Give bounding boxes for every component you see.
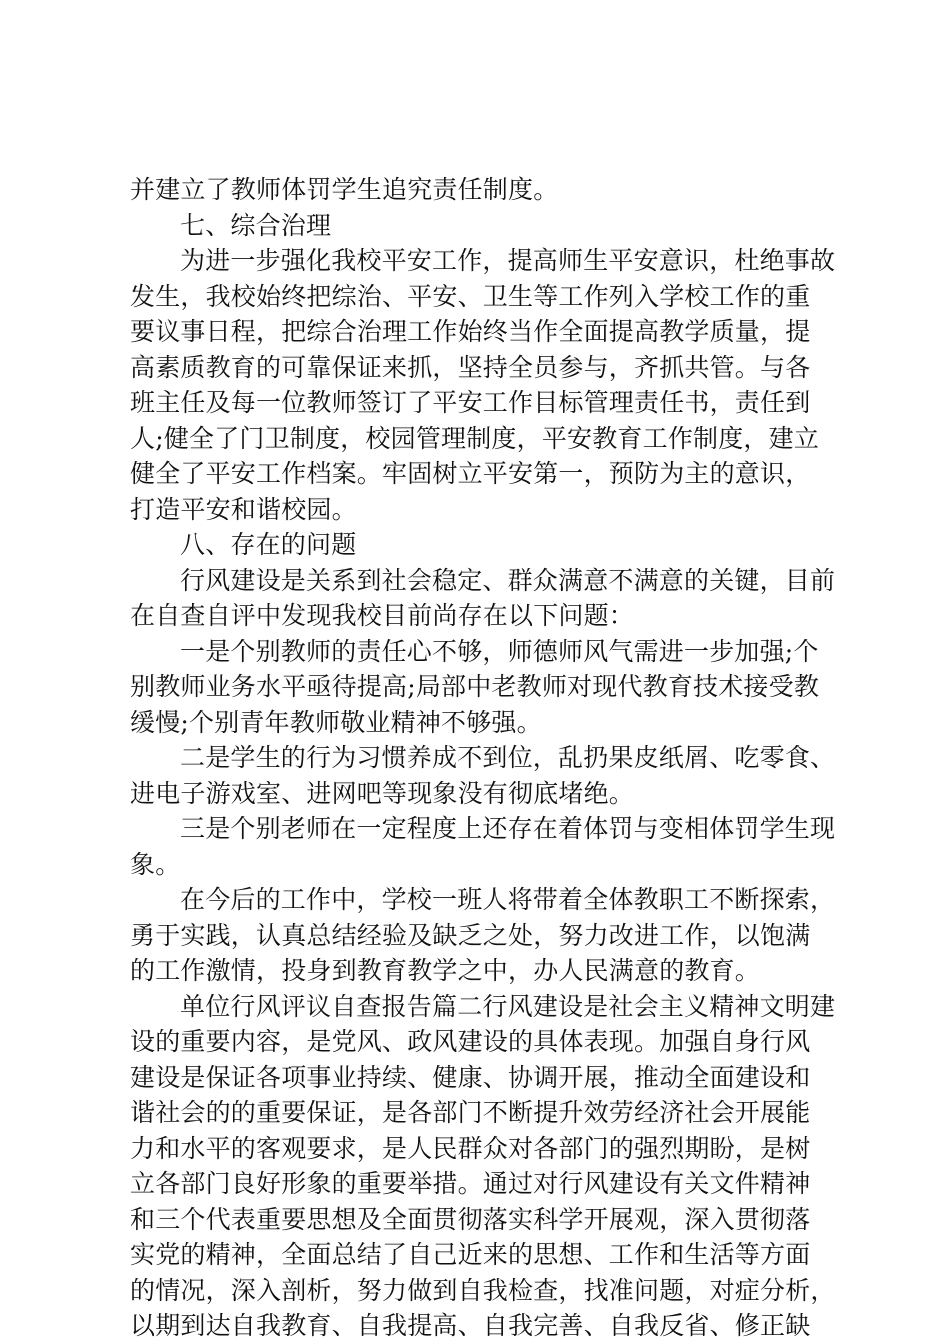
text-line: 象。 (130, 849, 181, 879)
text-line: 并建立了教师体罚学生追究责任制度。 (130, 175, 559, 204)
text-line: 缓慢;个别青年教师敬业精神不够强。 (130, 707, 542, 737)
text-line: 三是个别老师在一定程度上还存在着体罚与变相体罚学生现 (180, 814, 836, 843)
text-line: 一是个别教师的责任心不够，师德师风气需进一步加强;个 (180, 636, 819, 666)
text-line: 别教师业务水平亟待提高;局部中老教师对现代教育技术接受教 (130, 672, 820, 701)
text-line: 勇于实践，认真总结经验及缺乏之处，努力改进工作，以饱满 (130, 920, 811, 950)
text-line: 人;健全了门卫制度，校园管理制度，平安教育工作制度，建立 (130, 423, 820, 453)
text-line: 发生，我校始终把综治、平安、卫生等工作列入学校工作的重 (130, 281, 811, 311)
text-line: 立各部门良好形象的重要举措。通过对行风建设有关文件精神 (130, 1169, 811, 1198)
text-line: 单位行风评议自查报告篇二行风建设是社会主义精神文明建 (180, 991, 836, 1021)
text-line: 谐社会的的重要保证，是各部门不断提升效劳经济社会开展能 (130, 1098, 811, 1127)
text-line: 打造平安和谐校园。 (130, 494, 357, 524)
text-line: 为进一步强化我校平安工作，提高师生平安意识，杜绝事故 (180, 246, 836, 275)
text-line: 设的重要内容，是党风、政风建设的具体表现。加强自身行风 (130, 1027, 811, 1056)
text-line: 健全了平安工作档案。牢固树立平安第一，预防为主的意识， (130, 459, 811, 488)
text-line: 七、综合治理 (180, 210, 332, 240)
text-line: 行风建设是关系到社会稳定、群众满意不满意的关键，目前 (180, 565, 836, 595)
text-line: 进电子游戏室、进网吧等现象没有彻底堵绝。 (130, 778, 635, 808)
text-line: 高素质教育的可靠保证来抓，坚持全员参与，齐抓共管。与各 (130, 352, 811, 382)
text-line: 以期到达自我教育、自我提高、自我完善、自我反省、修正缺 (130, 1311, 811, 1340)
document-body (130, 172, 842, 1344)
text-line: 要议事日程，把综合治理工作始终当作全面提高教学质量，提 (130, 317, 811, 346)
text-line: 建设是保证各项事业持续、健康、协调开展，推动全面建设和 (130, 1062, 811, 1092)
text-line: 班主任及每一位教师签订了平安工作目标管理责任书，责任到 (130, 388, 811, 417)
text-line: 在今后的工作中，学校一班人将带着全体教职工不断探索， (180, 885, 836, 914)
text-line: 和三个代表重要思想及全面贯彻落实科学开展观，深入贯彻落 (130, 1204, 811, 1234)
text-line: 力和水平的客观要求，是人民群众对各部门的强烈期盼，是树 (130, 1133, 811, 1163)
text-line: 二是学生的行为习惯养成不到位，乱扔果皮纸屑、吃零食、 (180, 743, 836, 772)
text-line: 在自查自评中发现我校目前尚存在以下问题： (130, 601, 635, 630)
text-line: 的工作激情，投身到教育教学之中，办人民满意的教育。 (130, 956, 761, 985)
text-line: 八、存在的问题 (180, 530, 357, 559)
text-line: 实党的精神，全面总结了自己近来的思想、工作和生活等方面 (130, 1240, 811, 1269)
text-line: 的情况，深入剖析，努力做到自我检查，找准问题，对症分析， (130, 1275, 836, 1305)
